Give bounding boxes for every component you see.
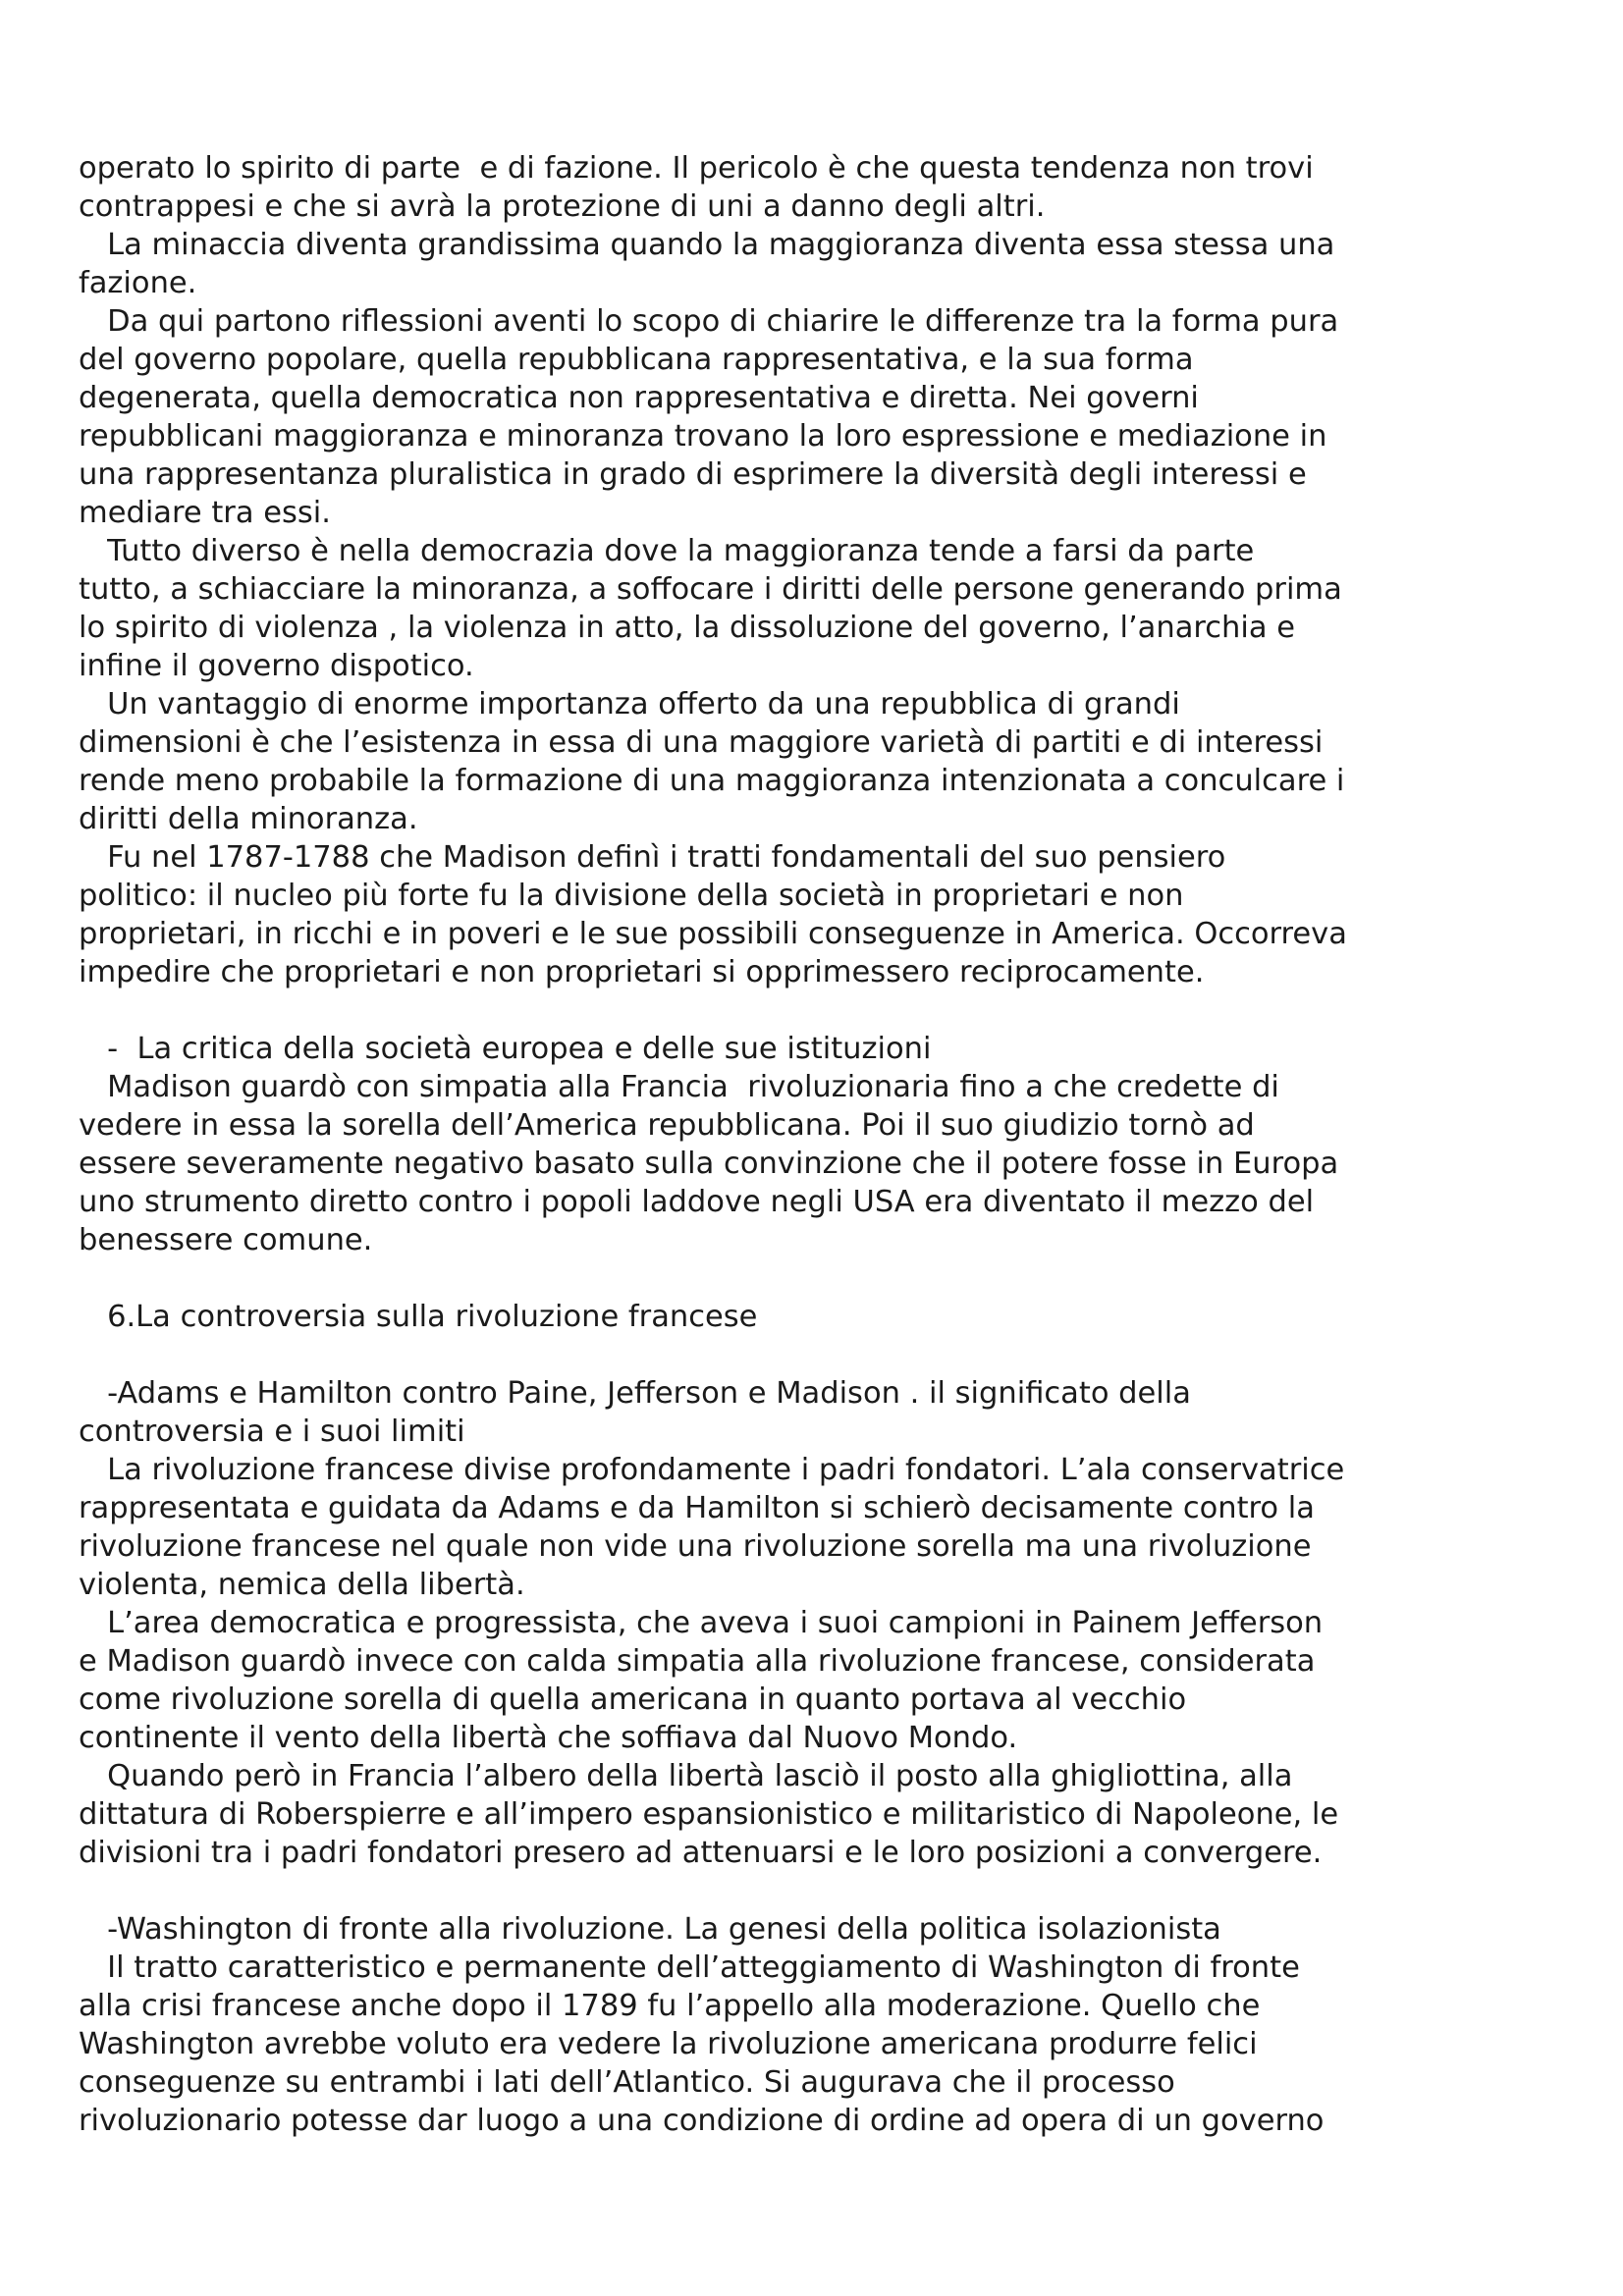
text-line: Da qui partono riflessioni aventi lo scopo di chiarire le differenze tra la forma pura xyxy=(79,304,1339,339)
section-heading: -Adams e Hamilton contro Paine, Jefferson e Madison . il significato della xyxy=(79,1376,1191,1411)
body-text xyxy=(79,149,1492,2140)
text-line: Madison guardò con simpatia alla Francia rivoluzionaria fino a che credette di xyxy=(79,1070,1279,1104)
text-line: alla crisi francese anche dopo il 1789 fu l’appello alla moderazione. Quello che xyxy=(79,1989,1261,2023)
text-line: conseguenze su entrambi i lati dell’Atlantico. Si augurava che il processo xyxy=(79,2065,1175,2100)
text-line: continente il vento della libertà che soffiava dal Nuovo Mondo. xyxy=(79,1721,1018,1755)
text-line: politico: il nucleo più forte fu la divisione della società in proprietari e non xyxy=(79,879,1184,913)
section-heading: -Washington di fronte alla rivoluzione. La genesi della politica isolazionista xyxy=(79,1912,1221,1947)
text-line: fazione. xyxy=(79,266,197,300)
section-heading: controversia e i suoi limiti xyxy=(79,1415,465,1449)
text-line: dimensioni è che l’esistenza in essa di una maggiore varietà di partiti e di interessi xyxy=(79,725,1324,760)
text-line: impedire che proprietari e non proprietari si opprimessero reciprocamente. xyxy=(79,955,1205,989)
text-line: rivoluzionario potesse dar luogo a una condizione di ordine ad opera di un governo xyxy=(79,2104,1325,2138)
text-line: lo spirito di violenza , la violenza in atto, la dissoluzione del governo, l’anarchia e xyxy=(79,611,1295,645)
text-line: L’area democratica e progressista, che aveva i suoi campioni in Painem Jefferson xyxy=(79,1606,1324,1640)
text-line: Fu nel 1787-1788 che Madison definì i tratti fondamentali del suo pensiero xyxy=(79,840,1226,875)
blank-line xyxy=(79,1872,1492,1910)
text-line: e Madison guardò invece con calda simpatia alla rivoluzione francese, considerata xyxy=(79,1644,1316,1679)
text-line: repubblicani maggioranza e minoranza trovano la loro espressione e mediazione in xyxy=(79,419,1327,454)
text-line: rende meno probabile la formazione di una maggioranza intenzionata a conculcare i xyxy=(79,764,1345,798)
text-line: come rivoluzione sorella di quella americana in quanto portava al vecchio xyxy=(79,1682,1187,1717)
text-line: una rappresentanza pluralistica in grado di esprimere la diversità degli interessi e xyxy=(79,457,1307,492)
chapter-heading: 6.La controversia sulla rivoluzione francese xyxy=(79,1300,758,1334)
text-line: dittatura di Roberspierre e all’impero espansionistico e militaristico di Napoleone, le xyxy=(79,1797,1339,1832)
blank-line xyxy=(79,1336,1492,1374)
text-line: diritti della minoranza. xyxy=(79,802,418,836)
text-line: Washington avrebbe voluto era vedere la rivoluzione americana produrre felici xyxy=(79,2027,1258,2061)
blank-line xyxy=(79,991,1492,1030)
blank-line xyxy=(79,1259,1492,1298)
text-line: essere severamente negativo basato sulla convinzione che il potere fosse in Europa xyxy=(79,1147,1339,1181)
text-line: rivoluzione francese nel quale non vide una rivoluzione sorella ma una rivoluzione xyxy=(79,1529,1312,1564)
text-line: Un vantaggio di enorme importanza offerto da una repubblica di grandi xyxy=(79,687,1180,721)
text-line: mediare tra essi. xyxy=(79,496,331,530)
text-line: Tutto diverso è nella democrazia dove la maggioranza tende a farsi da parte xyxy=(79,534,1255,568)
text-line: tutto, a schiacciare la minoranza, a soffocare i diritti delle persone generando prima xyxy=(79,572,1342,607)
text-line: La rivoluzione francese divise profondamente i padri fondatori. L’ala conservatrice xyxy=(79,1453,1345,1487)
text-line: rappresentata e guidata da Adams e da Hamilton si schierò decisamente contro la xyxy=(79,1491,1315,1525)
text-line: proprietari, in ricchi e in poveri e le sue possibili conseguenze in America. Occorreva xyxy=(79,917,1347,951)
text-line: benessere comune. xyxy=(79,1223,373,1257)
text-line: contrappesi e che si avrà la protezione di uni a danno degli altri. xyxy=(79,189,1046,224)
text-line: divisioni tra i padri fondatori presero ad attenuarsi e le loro posizioni a convergere. xyxy=(79,1836,1323,1870)
text-line: uno strumento diretto contro i popoli laddove negli USA era diventato il mezzo del xyxy=(79,1185,1315,1219)
text-line: operato lo spirito di parte e di fazione. Il pericolo è che questa tendenza non trovi xyxy=(79,151,1314,186)
text-line: La minaccia diventa grandissima quando la maggioranza diventa essa stessa una xyxy=(79,228,1335,262)
text-line: violenta, nemica della libertà. xyxy=(79,1568,525,1602)
text-line: degenerata, quella democratica non rappresentativa e diretta. Nei governi xyxy=(79,381,1199,415)
section-heading: - La critica della società europea e delle sue istituzioni xyxy=(79,1032,932,1066)
text-line: Quando però in Francia l’albero della libertà lasciò il posto alla ghigliottina, alla xyxy=(79,1759,1293,1793)
text-line: del governo popolare, quella repubblicana rappresentativa, e la sua forma xyxy=(79,343,1194,377)
text-line: infine il governo dispotico. xyxy=(79,649,474,683)
text-line: vedere in essa la sorella dell’America repubblicana. Poi il suo giudizio tornò ad xyxy=(79,1108,1255,1143)
text-line: Il tratto caratteristico e permanente dell’atteggiamento di Washington di fronte xyxy=(79,1950,1300,1985)
